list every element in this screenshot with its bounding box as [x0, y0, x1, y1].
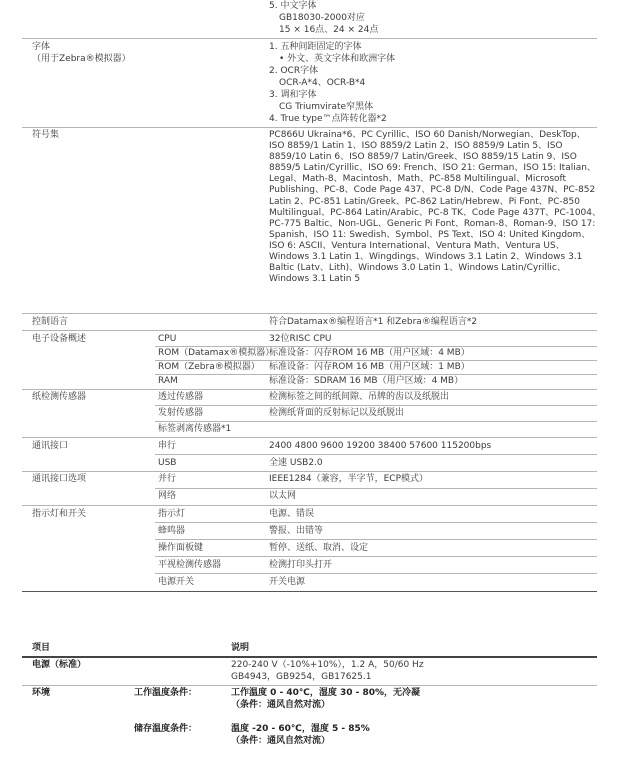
- header-rule: [22, 656, 597, 658]
- row-divider: [155, 539, 597, 540]
- font-sublabel: （用于Zebra®模拟器）: [32, 54, 131, 64]
- indicator-sub: 平视检测传感器: [158, 560, 222, 570]
- font-label: 字体: [32, 42, 51, 52]
- indicator-value: 电源、错误: [269, 509, 315, 519]
- environment-label: 环境: [32, 688, 51, 698]
- electronics-sub: CPU: [158, 334, 177, 344]
- row-divider: [22, 685, 597, 686]
- row-divider: [155, 360, 597, 361]
- operating-temp-note: （条件：通风自然对流）: [231, 700, 331, 710]
- symbol-set-value: PC866U Ukraina*6、PC Cyrillic、ISO 60 Danish/Norwegian、DeskTop、ISO 8859/1 Latin 1、ISO 8859/2 Latin 2、ISO 8859/9 Latin 5、ISO 8859/10 Latin 6、ISO 8859/7 Latin/Greek、ISO 8859/15 Latin 9、ISO 8859/5 Latin/Cyrillic、ISO 69: French、ISO 21: German、ISO 15: Italian、Legal、Math-8、Macintosh、Math、PC-858 Multilingual、Microsoft Publishing、PC-8、Code Page 437、PC-8 D/N、Code Page 437N、PC-852 Latin 2、PC-851 Latin/Greek、PC-862 Latin/Hebrew、Pi Font、PC-850 Multilingual、PC-864 Latin/Arabic、PC-8 TK、Code Page 437T、PC-1004、PC-775 Baltic、Non-UGL、Generic Pi Font、Roman-8、Roman-9、ISO 17: Spanish、ISO 11: Swedish、Symbol、PS Text、ISO 4: United Kingdom、ISO 6: ASCII、Ventura International、Ventura Math、Ventura US、Windows 3.1 Latin 1、Wingdings、Windows 3.1 Latin 2、Windows 3.1 Baltic (Latv、Lith)、Windows 3.0 Latin 1、Windows Latin/Cyrillic、Windows 3.1 Latin 5: [269, 130, 601, 285]
- interface-options-label: 通讯接口选项: [32, 474, 87, 484]
- font-line: 4. True type™点阵转化器*2: [269, 114, 387, 124]
- sensor-value: 检测标签之间的纸间隙、吊牌的齿以及纸脱出: [269, 392, 450, 402]
- control-language-value: 符合Datamax®编程语言*1 和Zebra®编程语言*2: [269, 317, 478, 327]
- indicator-sub: 蜂鸣器: [158, 526, 186, 536]
- interface-label: 通讯接口: [32, 441, 69, 451]
- row-divider: [22, 471, 597, 472]
- storage-temp-label: 储存温度条件：: [134, 724, 198, 734]
- column-header-desc: 说明: [231, 643, 250, 653]
- interface-option-sub: 网络: [158, 491, 177, 501]
- indicator-sub: 操作面板键: [158, 543, 204, 553]
- font-line: OCR-A*4、OCR-B*4: [279, 78, 366, 88]
- table-bottom-rule: [22, 591, 597, 592]
- row-divider: [22, 330, 597, 331]
- interface-value: 全速 USB2.0: [269, 458, 323, 468]
- symbol-set-label: 符号集: [32, 130, 60, 140]
- power-value: 220-240 V（-10%+10%），1.2 A，50/60 Hz: [231, 660, 424, 670]
- row-divider: [155, 346, 597, 347]
- row-divider: [155, 374, 597, 375]
- electronics-value: 标准设备：闪存ROM 16 MB（用户区域：1 MB）: [269, 362, 470, 372]
- electronics-sub: ROM（Datamax®模拟器）: [158, 348, 275, 358]
- operating-temp-label: 工作温度条件：: [134, 688, 198, 698]
- font-line: • 外文、英文字体和欧洲字体: [279, 54, 396, 64]
- indicator-sub: 指示灯: [158, 509, 186, 519]
- font-line: 1. 五种间距固定的字体: [269, 42, 362, 52]
- indicator-sub: 电源开关: [158, 577, 195, 587]
- sensor-sub: 发射传感器: [158, 408, 204, 418]
- row-divider: [22, 437, 597, 438]
- indicator-value: 检测打印头打开: [269, 560, 333, 570]
- indicator-value: 开关电源: [269, 577, 306, 587]
- sensor-sub: 标签剥离传感器*1: [158, 424, 232, 434]
- row-divider: [155, 421, 597, 422]
- row-divider: [22, 505, 597, 506]
- font-line: 3. 调和字体: [269, 90, 317, 100]
- operating-temp-value: 工作温度 0 - 40℃，湿度 30 - 80%，无冷凝: [231, 688, 421, 698]
- electronics-value: 标准设备：SDRAM 16 MB（用户区域：4 MB）: [269, 376, 464, 386]
- row-divider: [155, 488, 597, 489]
- interface-option-sub: 并行: [158, 474, 177, 484]
- sensors-label: 纸检测传感器: [32, 392, 87, 402]
- electronics-value: 32位RISC CPU: [269, 334, 332, 344]
- storage-temp-note: （条件：通风自然对流）: [231, 736, 331, 746]
- indicator-value: 警报、出错等: [269, 526, 324, 536]
- power-label: 电源（标准）: [32, 660, 87, 670]
- row-divider: [155, 454, 597, 455]
- indicator-value: 暂停、送纸、取消、设定: [269, 543, 369, 553]
- font-line: 5. 中文字体: [269, 1, 317, 11]
- font-line: 2. OCR字体: [269, 66, 319, 76]
- row-divider: [155, 522, 597, 523]
- sensor-sub: 透过传感器: [158, 392, 204, 402]
- font-line: CG Triumvirate窄黑体: [279, 102, 374, 112]
- electronics-value: 标准设备：闪存ROM 16 MB（用户区域：4 MB）: [269, 348, 470, 358]
- electronics-label: 电子设备概述: [32, 334, 87, 344]
- interface-option-value: 以太网: [269, 491, 297, 501]
- control-language-label: 控制语言: [32, 317, 69, 327]
- interface-sub: USB: [158, 458, 177, 468]
- row-divider: [22, 313, 597, 314]
- font-line: 15 × 16点、24 × 24点: [279, 25, 379, 35]
- storage-temp-value: 温度 -20 - 60℃，湿度 5 - 85%: [231, 724, 370, 734]
- sensor-value: 检测纸背面的反射标记以及纸脱出: [269, 408, 405, 418]
- column-header-item: 项目: [32, 643, 51, 653]
- interface-option-value: IEEE1284（兼容，半字节，ECP模式）: [269, 474, 429, 484]
- row-divider: [22, 38, 597, 39]
- row-divider: [155, 556, 597, 557]
- electronics-sub: ROM（Zebra®模拟器）: [158, 362, 260, 372]
- electronics-sub: RAM: [158, 376, 178, 386]
- power-value: GB4943，GB9254，GB17625.1: [231, 672, 372, 682]
- font-line: GB18030-2000对应: [279, 13, 365, 23]
- row-divider: [22, 389, 597, 390]
- interface-value: 2400 4800 9600 19200 38400 57600 115200bps: [269, 441, 492, 451]
- interface-sub: 串行: [158, 441, 177, 451]
- row-divider: [22, 127, 597, 128]
- row-divider: [155, 405, 597, 406]
- indicators-label: 指示灯和开关: [32, 509, 87, 519]
- row-divider: [155, 573, 597, 574]
